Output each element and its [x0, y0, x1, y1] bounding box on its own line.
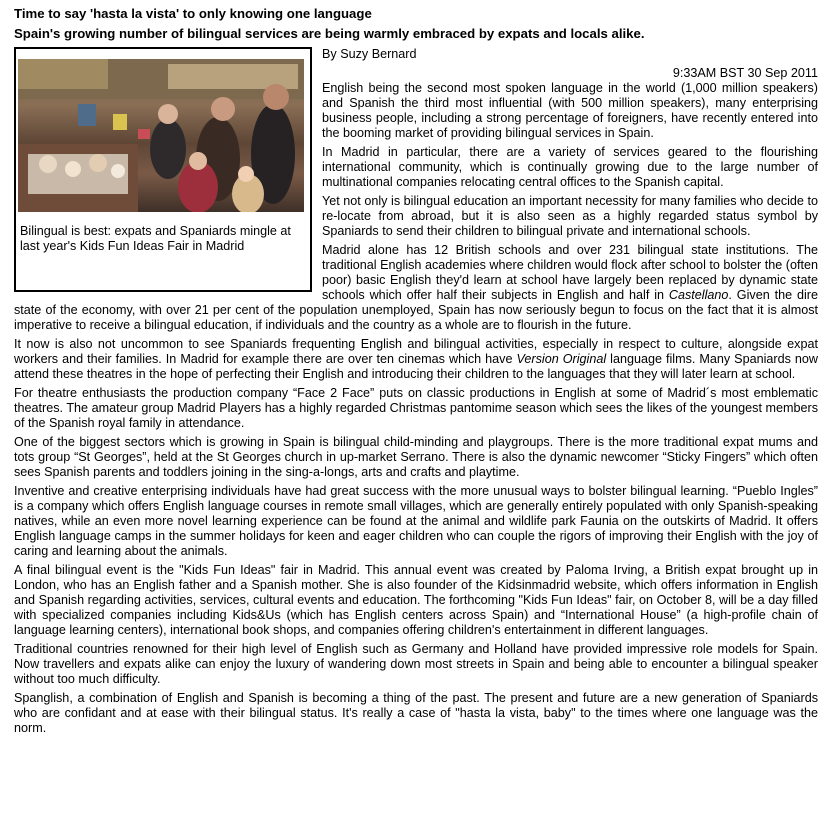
headline	[14, 4, 824, 44]
fair-photo-illustration	[18, 59, 304, 212]
byline: By Suzy Bernard	[322, 47, 417, 61]
paragraph: One of the biggest sectors which is growing in Spain is bilingual child-minding and playgroups. There is the more traditional expat mums and tots group “St Georges”, held at the St Georges church in up-market Serrano. There is also the dynamic newcomer “Sticky Fingers” which often sees Spanish parents and toddlers joining in the sing-a-longs, arts and crafts and playtime.	[14, 435, 818, 479]
paragraph-text: Madrid alone has 12 British schools and over 231 bilingual state institutions. The traditional English academies where children would flock after school to bolster the (often poor) basic English they'd learn at school have largely been replaced by dynamic state schools which offer half their subjects in English and half in	[322, 243, 818, 302]
paragraph-text: . Given the dire state of the economy, with over 21 per cent of the population unemployed, Spain has now seriously begun to focus on the fact that it is almost imperative to receive a bilingual education, if individuals and the country as a whole are to flourish in the future.	[14, 288, 818, 332]
fair-photo	[18, 59, 304, 212]
paragraph-text: language films. Many Spaniards now attend these theatres in the hope of perfecting their English and introducing their children to the languages that they will later learn at school.	[14, 352, 818, 381]
paragraph: Yet not only is bilingual education an important necessity for many families who decide to re-locate from abroad, but it is also seen as a highly regarded status symbol by Spaniards to send their children to bilingual private and international schools.	[322, 194, 818, 238]
photo-figure	[14, 47, 312, 292]
photo-caption: Bilingual is best: expats and Spaniards mingle at last year's Kids Fun Ideas Fair in Madrid	[20, 224, 291, 253]
dateline: 9:33AM BST 30 Sep 2011	[672, 66, 818, 80]
article-body	[14, 47, 818, 740]
paragraph	[14, 337, 818, 382]
paragraph: Spanglish, a combination of English and Spanish is becoming a thing of the past. The present and future are a new generation of Spaniards who are confidant and at ease with their bilingual status. It's really a case of "hasta la vista, baby" to the times where one language was the norm.	[14, 691, 818, 735]
paragraph: English being the second most spoken language in the world (1,000 million speakers) and Spanish the third most influential (with 500 million speakers), many enterprising business people, including a strong percentage of foreigners, have recently entered into the booming market of providing bilingual services in Spain.	[322, 81, 818, 140]
paragraph: In Madrid in particular, there are a variety of services geared to the flourishing international community, which is continually growing due to the large number of multinational companies relocating central offices to the Spanish capital.	[322, 145, 818, 189]
emphasis-text: Castellano	[668, 288, 729, 302]
emphasis-text: Version Original	[516, 352, 607, 366]
article-title: Time to say 'hasta la vista' to only knowing one language	[14, 6, 372, 21]
article-subtitle: Spain's growing number of bilingual services are being warmly embraced by expats and locals alike.	[14, 26, 645, 41]
paragraph: Traditional countries renowned for their high level of English such as Germany and Holland have provided impressive role models for Spain. Now travellers and expats alike can enjoy the luxury of wandering down most streets in Spain and being able to encounter a bilingual speaker without too much difficulty.	[14, 642, 818, 686]
paragraph-text: It now is also not uncommon to see Spaniards frequenting English and bilingual activities, especially in respect to culture, alongside expat workers and their families. In Madrid for example there are over ten cinemas which have	[14, 337, 818, 366]
paragraph: For theatre enthusiasts the production company “Face 2 Face” puts on classic productions in English at some of Madrid´s most emblematic theatres. The amateur group Madrid Players has a highly regarded Christmas pantomime season which sees the likes of the youngest members of the Spanish royal family in attendance.	[14, 386, 818, 430]
paragraph: Inventive and creative enterprising individuals have had great success with the more unusual ways to bolster bilingual learning. “Pueblo Ingles” is a company which offers English language courses in remote small villages, which are generally entirely populated with only Spanish-speaking natives, while an even more novel learning experience can be found at the animal and wildlife park Faunia on the outskirts of Madrid. It offers English language camps in the summer holidays for keen and eager children who can couple the rigors of improving their English with the joy of caring and learning about the animals.	[14, 484, 818, 558]
paragraph: A final bilingual event is the "Kids Fun Ideas" fair in Madrid. This annual event was created by Paloma Irving, a British expat brought up in London, who has an English father and a Spanish mother. She is also founder of the Kidsinmadrid website, which offers information in English and Spanish regarding activities, services, cultural events and education. The forthcoming "Kids Fun Ideas" fair, on October 8, will be a day filled with specialized companies including Kids&Us (which has English centers across Spain) and “International House” (a high-profile chain of language learning centers), international book shops, and companies offering children's entertainment in different languages.	[14, 563, 818, 637]
